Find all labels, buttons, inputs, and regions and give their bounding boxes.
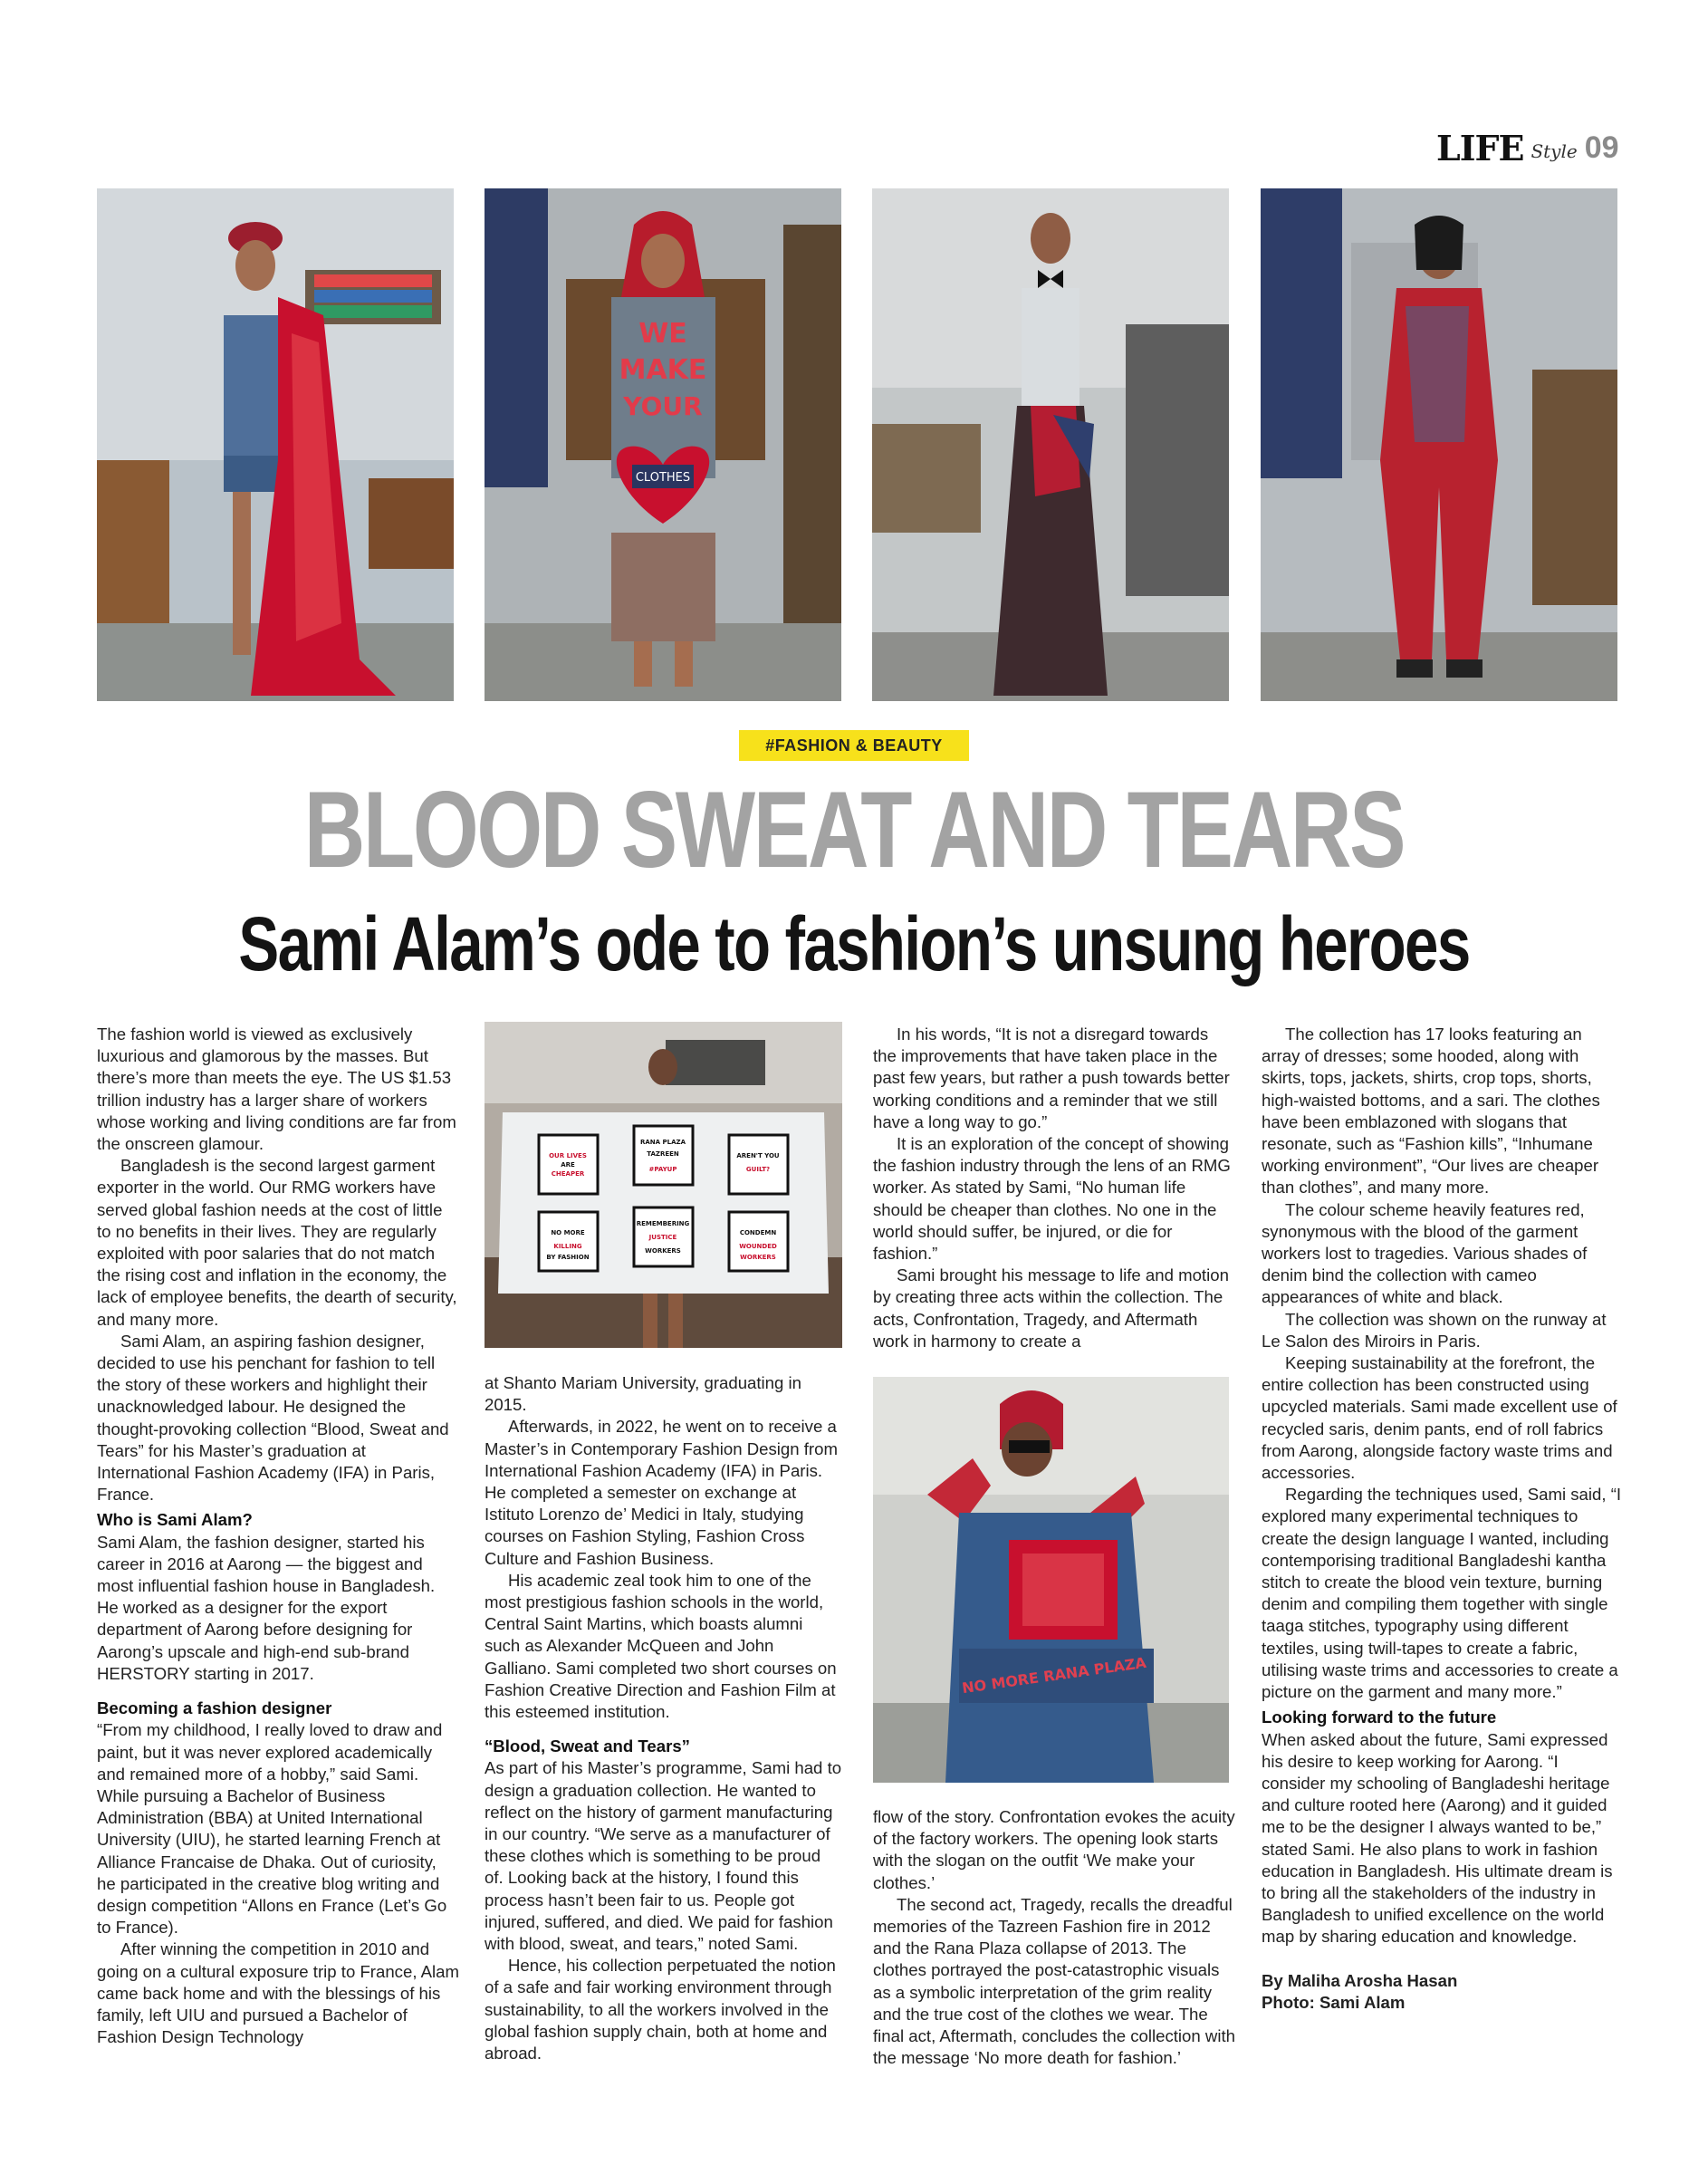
svg-text:YOUR: YOUR	[623, 391, 703, 421]
paragraph: Bangladesh is the second largest garment exporter in the world. Our RMG workers have served global fashion needs at the cost of little to no benefits in their lives. They are regularly exploited with poor salaries that do not match the rising cost and inflation in the economy, the lack of employee benefits, the dearth of security, and many more.	[97, 1156, 457, 1329]
paragraph: The colour scheme heavily features red, synonymous with the blood of the garment workers lost to tragedies. Various shades of denim bind the collection with cameo appearances of white and black.	[1262, 1199, 1588, 1307]
svg-text:WORKERS: WORKERS	[645, 1247, 681, 1255]
svg-text:NO MORE: NO MORE	[551, 1229, 585, 1236]
article-column-3-bottom	[873, 1806, 1235, 2069]
lifestyle-logo-script: Style	[1530, 140, 1578, 162]
lifestyle-logo: LIFE	[1436, 127, 1524, 168]
svg-text:MAKE: MAKE	[619, 354, 707, 386]
svg-text:KILLING: KILLING	[553, 1243, 582, 1250]
svg-text:RANA PLAZA: RANA PLAZA	[639, 1139, 686, 1146]
paragraph: Afterwards, in 2022, he went on to receive a Master’s in Contemporary Fashion Design from International Fashion Academy (IFA) in Paris. He completed a semester on exchange at Istituto Lorenzo de’ Medici in Italy, studying courses on Fashion Styling, Fashion Cross Culture and Fashion Business.	[485, 1417, 838, 1568]
svg-text:TAZREEN: TAZREEN	[647, 1150, 679, 1158]
paragraph: The second act, Tragedy, recalls the dreadful memories of the Tazreen Fashion fire in 2012 and the Rana Plaza collapse of 2013. The clothes portrayed the post-catastrophic visuals as a symbolic interpretation of the grim reality and the true cost of the clothes we wear. The final act, Aftermath, concludes the collection with the message ‘No more death for fashion.’	[873, 1894, 1235, 2068]
paragraph: The collection has 17 looks featuring an array of dresses; some hooded, along with skirts, tops, jackets, shirts, crop tops, shorts, high-waisted bottoms, and a sari. The clothes have been emblazoned with slogans that resonate, such as “Fashion kills”, “Inhumane working environment”, “Our lives are cheaper than clothes”, and many more.	[1262, 1024, 1600, 1198]
article-column-4	[1262, 1024, 1624, 2014]
article-column-2	[485, 1372, 842, 2064]
svg-text:WE: WE	[638, 318, 687, 350]
section-heading: “Blood, Sweat and Tears”	[485, 1736, 690, 1756]
paragraph: Keeping sustainability at the forefront, the entire collection has been constructed using upcycled materials. Sami made excellent use of recycled saris, denim pants, end of roll fabrics from Aarong, alongside factory waste trims and accessories.	[1262, 1353, 1617, 1483]
section-heading: Looking forward to the future	[1262, 1707, 1497, 1727]
white-garments-with-slogans-photo	[485, 1022, 842, 1348]
paragraph: The fashion world is viewed as exclusively luxurious and glamorous by the masses. But there’s more than meets the eye. The US $1.53 trillion industry has a larger share of workers whose working and living conditions are far from the onscreen glamour.	[97, 1024, 456, 1154]
svg-text:OUR LIVES: OUR LIVES	[549, 1152, 587, 1159]
paragraph: As part of his Master’s programme, Sami had to design a graduation collection. He wanted to reflect on the history of garment manufacturing in our country. “We serve as a manufacturer of these clothes which is something to be proud of. Looking back at the history, I found this process hasn’t been fair to us. People got injured, suffered, and died. We paid for fashion with blood, sweat, and tears,” noted Sami.	[485, 1758, 842, 1954]
paragraph: The collection was shown on the runway at Le Salon des Miroirs in Paris.	[1262, 1309, 1607, 1351]
paragraph: flow of the story. Confrontation evokes the acuity of the factory workers. The opening look starts with the slogan on the outfit ‘We make your clothes.’	[873, 1807, 1235, 1892]
paragraph: When asked about the future, Sami expressed his desire to keep working for Aarong. “I consider my schooling of Bangladeshi heritage and culture rooted here (Aarong) and it guided me to be the designer I always wanted to be,” stated Sami. He also plans to work in fashion education in Bangladesh. His ultimate dream is to bring all the stakeholders of the industry in Bangladesh to unified excellence on the world map by sharing education and knowledge.	[1262, 1729, 1613, 1947]
svg-text:AREN'T YOU: AREN'T YOU	[736, 1152, 780, 1159]
paragraph: After winning the competition in 2010 and going on a cultural exposure trip to France, Alam came back home and with the blessings of his family, left UIU and pursued a Bachelor of Fashion Design Technology	[97, 1939, 459, 2047]
paragraph: Sami Alam, the fashion designer, started his career in 2016 at Aarong — the biggest and most influential fashion house in Bangladesh. He worked as a designer for the export department of Aarong before designing for Aarong’s upscale and high-end sub-brand HERSTORY starting in 2017.	[97, 1532, 436, 1683]
svg-text:CLOTHES: CLOTHES	[635, 471, 691, 485]
paragraph: Regarding the techniques used, Sami said, “I explored many experimental techniques to create the design language I wanted, including contemporising traditional Bangladeshi kantha stitch to create the blood vein texture, burning denim and compiling them together with single taaga stitches, typography using different textiles, using twill-tapes to create a fabric, utilising waste trims and accessories to create a picture on the garment and many more.”	[1262, 1485, 1622, 1702]
svg-text:REMEMBERING: REMEMBERING	[636, 1220, 690, 1227]
photo-credit: Photo: Sami Alam	[1262, 1992, 1406, 2012]
paragraph: Sami brought his message to life and motion by creating three acts within the collection. The acts, Confrontation, Tragedy, and Aftermath work in harmony to create a	[873, 1265, 1229, 1351]
paragraph: Sami Alam, an aspiring fashion designer, decided to use his penchant for fashion to tell the story of these workers and highlight their unacknowledged labour. He designed the thought-provoking collection “Blood, Sweat and Tears” for his Master’s graduation at International Fashion Academy (IFA) in Paris, France.	[97, 1331, 449, 1505]
svg-text:ARE: ARE	[561, 1161, 575, 1169]
svg-text:WORKERS: WORKERS	[740, 1254, 776, 1261]
designer-in-patchwork-jacket-photo	[873, 1377, 1229, 1783]
article-column-1	[97, 1024, 459, 2048]
subheadline: Sami Alam’s ode to fashion’s unsung heroes	[238, 901, 1470, 986]
svg-text:BY FASHION: BY FASHION	[546, 1254, 590, 1261]
headline: BLOOD SWEAT AND TEARS	[303, 769, 1405, 890]
paragraph: His academic zeal took him to one of the most prestigious fashion schools in the world, Central Saint Martins, which boasts alumni such as Alexander McQueen and John Galliano. Sami completed two short courses on Fashion Creative Direction and Fashion Film at this esteemed institution.	[485, 1570, 837, 1722]
svg-text:CONDEMN: CONDEMN	[739, 1229, 777, 1236]
model-red-dress-denim-photo	[97, 188, 454, 701]
svg-text:WOUNDED: WOUNDED	[739, 1243, 777, 1250]
model-sequin-top-skirt-photo	[872, 188, 1229, 701]
section-heading: Who is Sami Alam?	[97, 1510, 253, 1530]
svg-text:JUSTICE: JUSTICE	[648, 1234, 677, 1241]
svg-text:#PAYUP: #PAYUP	[648, 1166, 677, 1173]
page-number: 09	[1584, 130, 1619, 165]
paragraph: at Shanto Mariam University, graduating in 2015.	[485, 1373, 802, 1415]
svg-text:CHEAPER: CHEAPER	[551, 1170, 585, 1178]
paragraph: In his words, “It is not a disregard towards the improvements that have taken place in the past few years, but rather a push towards better working conditions and a reminder that we still have a long way to go.”	[873, 1024, 1230, 1131]
jacket-slogan: NO MORE RANA PLAZA	[960, 1653, 1147, 1698]
byline: By Maliha Arosha Hasan	[1262, 1970, 1458, 1990]
svg-text:GUILT?: GUILT?	[745, 1166, 771, 1173]
section-heading: Becoming a fashion designer	[97, 1698, 332, 1718]
paragraph: It is an exploration of the concept of showing the fashion industry through the lens of an RMG worker. As stated by Sami, “No human life should be cheaper than clothes. No one in the world should suffer, be injured, or die for fashion.”	[873, 1134, 1231, 1264]
model-we-make-your-clothes-photo	[485, 188, 841, 701]
paragraph: Hence, his collection perpetuated the notion of a safe and fair working environment through sustainability, to all the workers involved in the global fashion supply chain, both at home and abroad.	[485, 1956, 836, 2063]
article-column-3-top	[873, 1024, 1235, 1352]
model-red-jumpsuit-photo	[1261, 188, 1617, 701]
section-tag: #FASHION & BEAUTY	[739, 730, 969, 761]
paragraph: “From my childhood, I really loved to draw and paint, but it was never explored academically and remained more of a hobby,” said Sami. While pursuing a Bachelor of Business Administration (BBA) at United International University (UIU), he started learning French at Alliance Francaise de Dhaka. Out of curiosity, he participated in the creative blog writing and design competition “Allons en France (Let’s Go to France).	[97, 1720, 447, 1938]
masthead	[1436, 125, 1619, 170]
